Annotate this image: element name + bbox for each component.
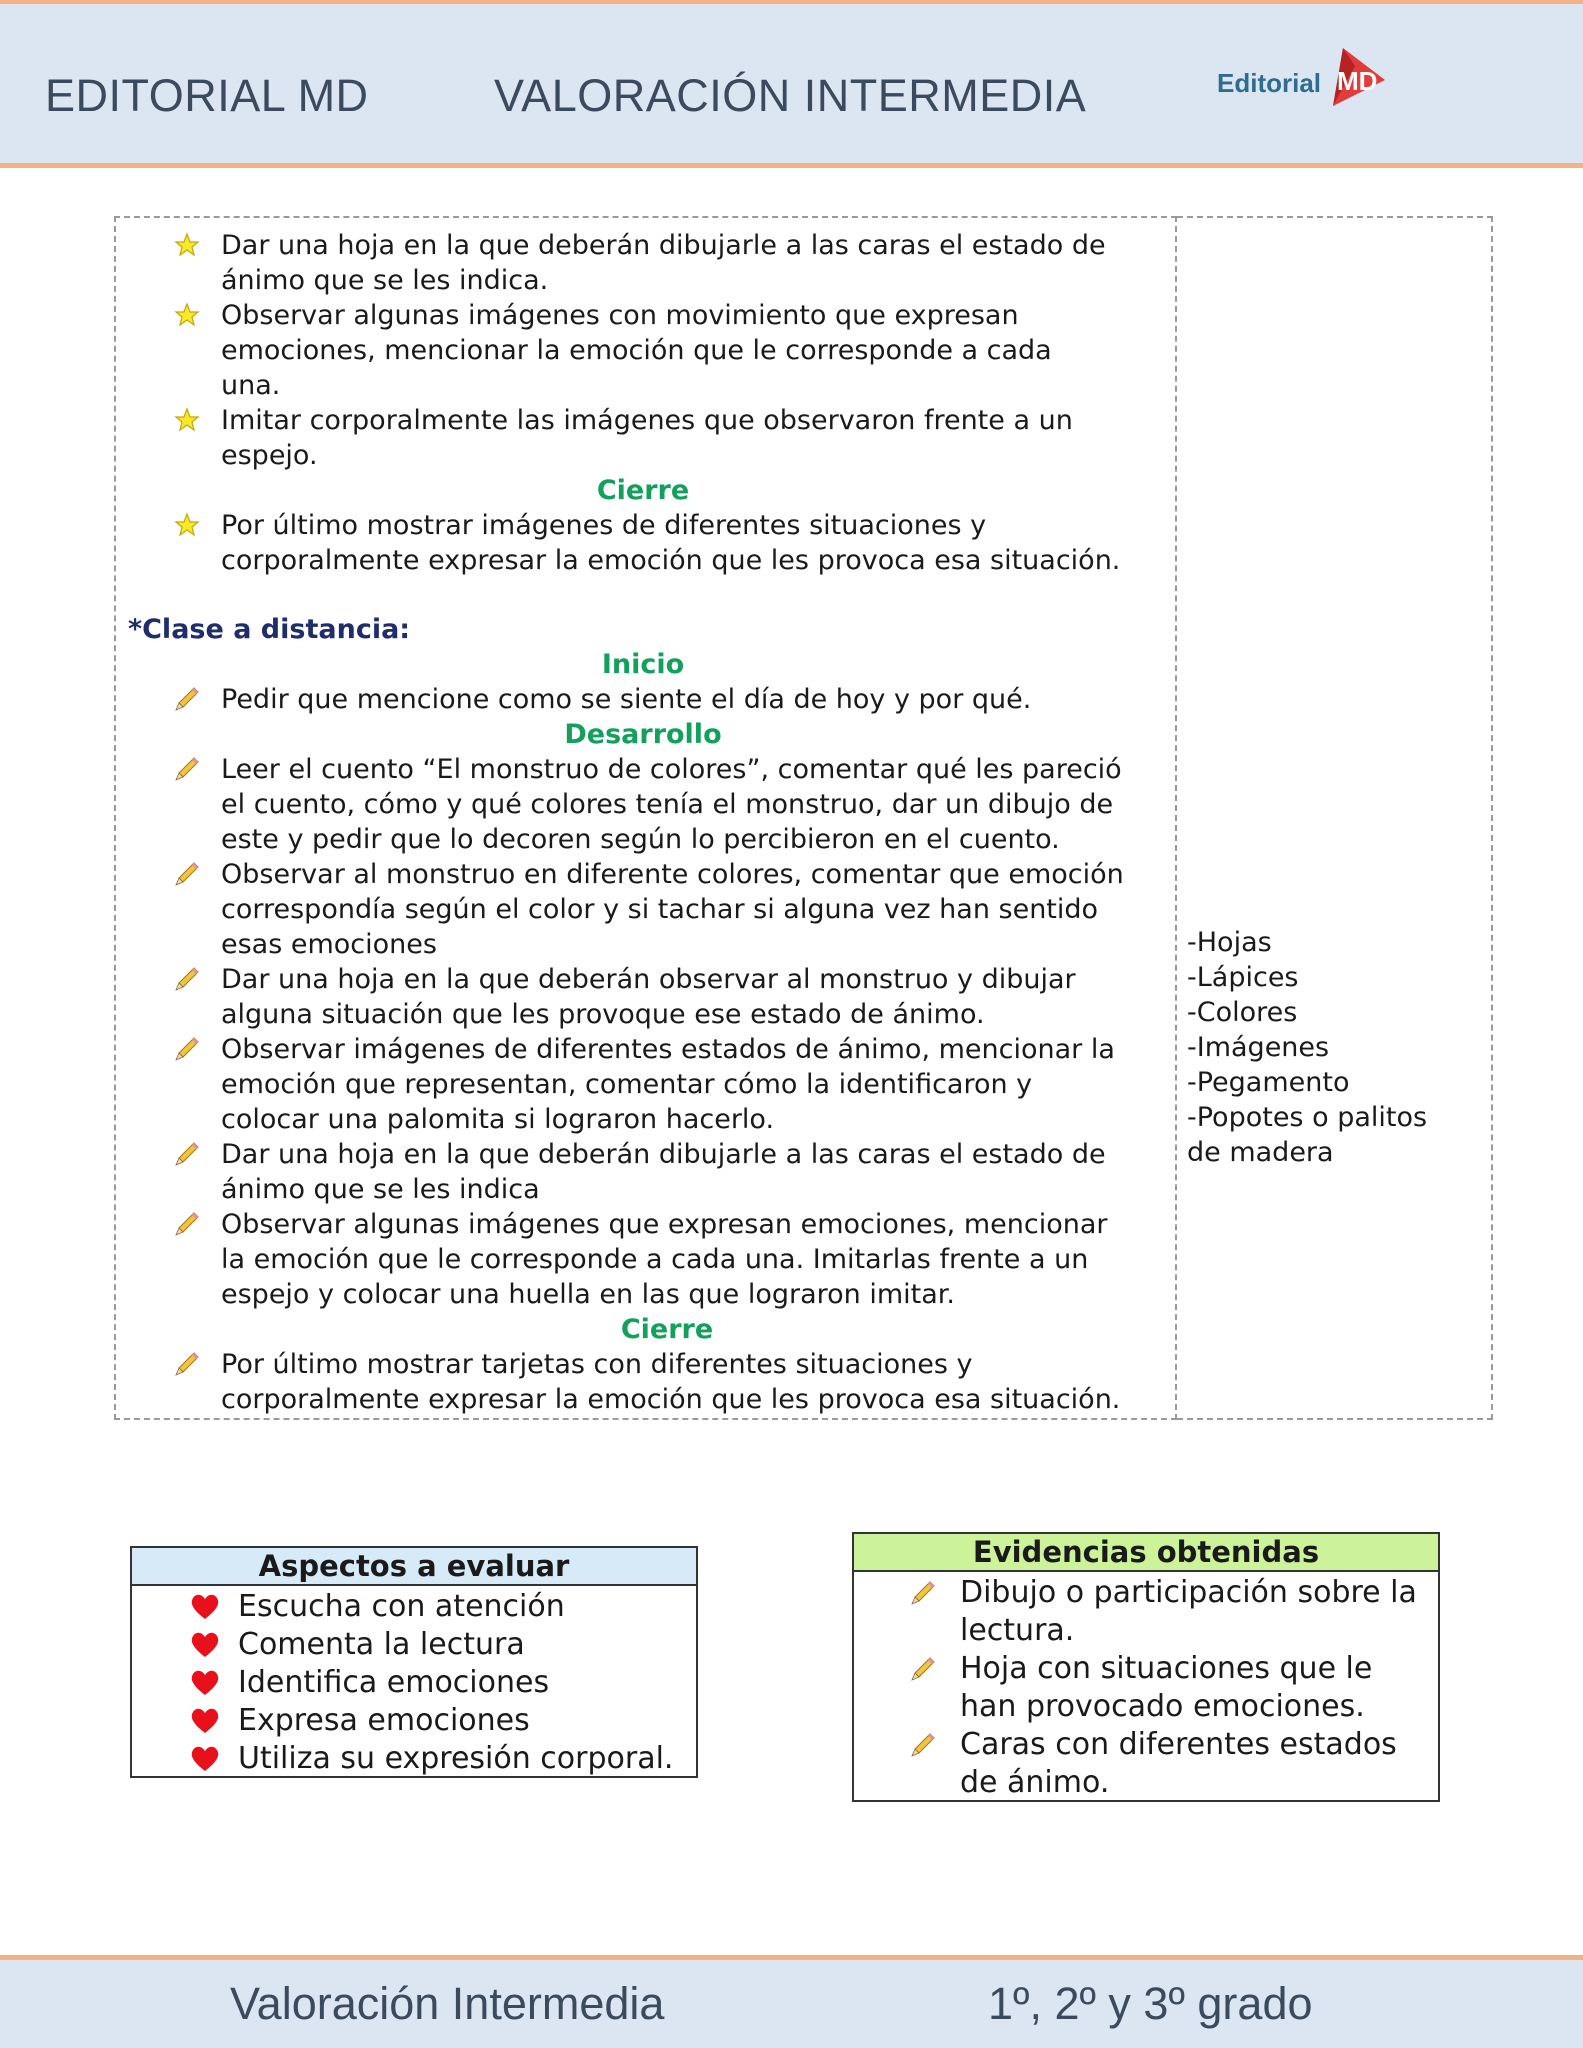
activity-text: espejo y colocar una huella en las que lograron imitar. (221, 1279, 955, 1310)
subhead-cierre: Cierre (596, 475, 690, 506)
material-item: -Lápices (1187, 962, 1299, 993)
aspecto-item: Comenta la lectura (238, 1627, 525, 1662)
pencil-icon (174, 1351, 200, 1377)
heart-icon (190, 1593, 220, 1621)
subhead-desarrollo: Desarrollo (564, 719, 722, 750)
activity-text: Leer el cuento “El monstruo de colores”, comentar qué les pareció (221, 754, 1122, 785)
heart-icon (190, 1669, 220, 1697)
pencil-icon (174, 1211, 200, 1237)
footer-right: 1º, 2º y 3º grado (988, 1978, 1313, 2029)
activity-text: Observar imágenes de diferentes estados de ánimo, mencionar la (221, 1034, 1115, 1065)
editorial-logo (1217, 46, 1387, 110)
footer-left: Valoración Intermedia (230, 1978, 665, 2029)
aspecto-item: Expresa emociones (238, 1703, 530, 1738)
activity-text: Observar algunas imágenes que expresan emociones, mencionar (221, 1209, 1108, 1240)
pencil-icon (910, 1656, 936, 1682)
pencil-icon (174, 756, 200, 782)
materials-frame (1177, 216, 1493, 1420)
activity-text: Observar al monstruo en diferente colores, comentar que emoción (221, 859, 1124, 890)
aspectos-box (130, 1546, 698, 1778)
activity-text: Dar una hoja en la que deberán dibujarle a las caras el estado de (221, 1139, 1106, 1170)
heart-icon (190, 1631, 220, 1659)
activity-text: Observar algunas imágenes con movimiento que expresan (221, 300, 1019, 331)
materials-list (1187, 925, 1427, 1170)
activity-text: emociones, mencionar la emoción que le corresponde a cada (221, 335, 1052, 366)
aspecto-item: Utiliza su expresión corporal. (238, 1741, 674, 1776)
activity-text: Dar una hoja en la que deberán dibujarle a las caras el estado de (221, 230, 1106, 261)
activity-text: colocar una palomita si lograron hacerlo. (221, 1104, 775, 1135)
activity-text: alguna situación que les provoque ese estado de ánimo. (221, 999, 985, 1030)
material-item: -Hojas (1187, 927, 1272, 958)
material-item: de madera (1187, 1137, 1334, 1168)
heart-icon (190, 1707, 220, 1735)
pencil-icon (174, 1036, 200, 1062)
evidencia-item: Hoja con situaciones que le (960, 1651, 1373, 1686)
section-title-distancia: *Clase a distancia: (128, 614, 411, 645)
aspecto-item: Escucha con atención (238, 1589, 565, 1624)
logo-mark-icon (1325, 46, 1389, 110)
activity-text: corporalmente expresar la emoción que les provoca esa situación. (221, 545, 1121, 576)
material-item: -Pegamento (1187, 1067, 1350, 1098)
activity-text: espejo. (221, 440, 318, 471)
header-center-title: VALORACIÓN INTERMEDIA (494, 70, 1087, 121)
pencil-icon (910, 1732, 936, 1758)
activity-text: correspondía según el color y si tachar si alguna vez han sentido (221, 894, 1099, 925)
subhead-inicio: Inicio (601, 649, 685, 680)
aspecto-item: Identifica emociones (238, 1665, 550, 1700)
star-icon (174, 407, 200, 433)
evidencias-box (852, 1532, 1440, 1802)
evidencias-title: Evidencias obtenidas (854, 1534, 1438, 1572)
evidencia-item: lectura. (960, 1613, 1075, 1648)
activity-text: ánimo que se les indica (221, 1174, 540, 1205)
evidencia-item: Dibujo o participación sobre la (960, 1575, 1417, 1610)
evidencia-item: han provocado emociones. (960, 1689, 1365, 1724)
pencil-icon (174, 966, 200, 992)
evidencia-item: Caras con diferentes estados (960, 1727, 1397, 1762)
pencil-icon (910, 1580, 936, 1606)
star-icon (174, 512, 200, 538)
activity-text: este y pedir que lo decoren según lo percibieron en el cuento. (221, 824, 1060, 855)
subhead-cierre-distancia: Cierre (620, 1314, 714, 1345)
pencil-icon (174, 1141, 200, 1167)
material-item: -Colores (1187, 997, 1298, 1028)
activity-text: el cuento, cómo y qué colores tenía el monstruo, dar un dibujo de (221, 789, 1114, 820)
heart-icon (190, 1745, 220, 1773)
logo-word: Editorial (1217, 68, 1322, 98)
pencil-icon (174, 686, 200, 712)
pencil-icon (174, 861, 200, 887)
activity-text: Dar una hoja en la que deberán observar al monstruo y dibujar (221, 964, 1076, 995)
material-item: -Popotes o palitos (1187, 1102, 1428, 1133)
activity-text: Pedir que mencione como se siente el día de hoy y por qué. (221, 684, 1032, 715)
activity-text: una. (221, 370, 281, 401)
material-item: -Imágenes (1187, 1032, 1330, 1063)
evidencia-item: de ánimo. (960, 1765, 1110, 1800)
star-icon (174, 232, 200, 258)
activity-text: ánimo que se les indica. (221, 265, 549, 296)
header-left-title: EDITORIAL MD (45, 70, 369, 121)
activity-text: Imitar corporalmente las imágenes que observaron frente a un (221, 405, 1073, 436)
activity-text: Por último mostrar imágenes de diferentes situaciones y (221, 510, 987, 541)
activity-text: emoción que representan, comentar cómo la identificaron y (221, 1069, 1033, 1100)
activity-text: corporalmente expresar la emoción que les provoca esa situación. (221, 1384, 1121, 1415)
star-icon (174, 302, 200, 328)
activity-text: Por último mostrar tarjetas con diferentes situaciones y (221, 1349, 973, 1380)
logo-mark-text: MD (1337, 66, 1378, 96)
activity-text: la emoción que le corresponde a cada una. Imitarlas frente a un (221, 1244, 1089, 1275)
activity-text: esas emociones (221, 929, 437, 960)
aspectos-title: Aspectos a evaluar (132, 1548, 696, 1586)
